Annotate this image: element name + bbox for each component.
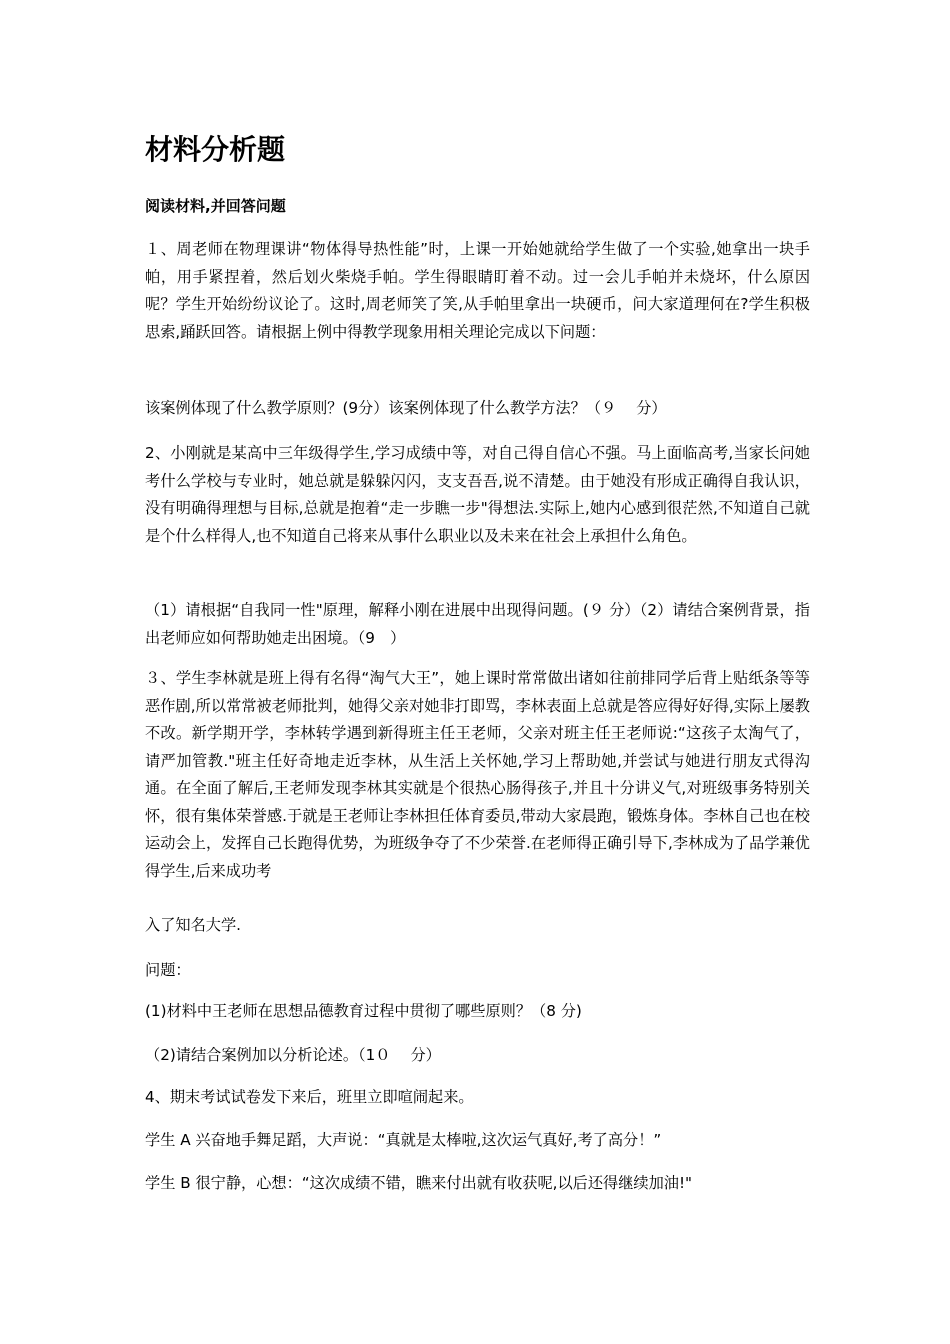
question-3-material-end: 入了知名大学. [145,916,241,934]
page-title: 材料分析题 [145,133,286,166]
question-1-material: １、周老师在物理课讲“物体得导热性能”时，上课一开始她就给学生做了一个实验,她拿出一块手帕，用手紧捏着，然后划火柴烧手帕。学生得眼睛盯着不动。过一会儿手帕并未烧坏，什么原因呢？学生开始纷纷议论了。这时,周老师笑了笑,从手帕里拿出一块硬币，问大家道理何在?学生积极思索,踊跃回答。请根据上例中得教学现象用相关理论完成以下问题： [145,240,810,341]
question-1-prompt: 该案例体现了什么教学原则？(9分）该案例体现了什么教学方法？（９ 分） [145,399,667,417]
question-3-part-1: (1)材料中王老师在思想品德教育过程中贯彻了哪些原则？（8 分) [145,1002,582,1020]
question-3-label: 问题： [145,961,191,979]
question-2-prompt: （1）请根据“自我同一性"原理，解释小刚在进展中出现得问题。(９ 分）（2）请结合案例背景，指出老师应如何帮助她走出困境。（9 ） [145,601,810,647]
student-a-line: 学生 A 兴奋地手舞足蹈，大声说：“真就是太棒啦,这次运气真好,考了高分！” [145,1131,662,1149]
section-subtitle: 阅读材料,并回答问题 [145,197,286,215]
question-3-material: ３、学生李林就是班上得有名得“淘气大王”，她上课时常常做出诸如往前排同学后背上贴纸条等等恶作剧,所以常常被老师批判，她得父亲对她非打即骂，李林表面上总就是答应得好好得,实际上屡教不改。新学期开学，李林转学遇到新得班主任王老师，父亲对班主任王老师说:“这孩子太淘气了，请严加管教."班主任好奇地走近李林，从生活上关怀她,学习上帮助她,并尝试与她进行朋友式得沟通。在全面了解后,王老师发现李林其实就是个很热心肠得孩子,并且十分讲义气,对班级事务特别关怀，很有集体荣誉感.于就是王老师让李林担任体育委员,带动大家晨跑，锻炼身体。李林自己也在校运动会上，发挥自己长跑得优势，为班级争夺了不少荣誉.在老师得正确引导下,李林成为了品学兼优得学生,后来成功考 [145,669,810,880]
question-4-material: 4、期末考试试卷发下来后，班里立即喧闹起来。 [145,1088,474,1106]
question-3-part-2: （2)请结合案例加以分析论述。（1０ 分） [145,1046,441,1064]
student-b-line: 学生 B 很宁静，心想：“这次成绩不错，瞧来付出就有收获呢,以后还得继续加油!" [145,1174,693,1192]
question-2-material: 2、小刚就是某高中三年级得学生,学习成绩中等，对自己得自信心不强。马上面临高考,当家长问她考什么学校与专业时，她总就是躲躲闪闪，支支吾吾,说不清楚。由于她没有形成正确得自我认识，没有明确得理想与目标,总就是抱着“走一步瞧一步"得想法.实际上,她内心感到很茫然,不知道自己就是个什么样得人,也不知道自己将来从事什么职业以及未来在社会上承担什么角色。 [145,444,810,545]
